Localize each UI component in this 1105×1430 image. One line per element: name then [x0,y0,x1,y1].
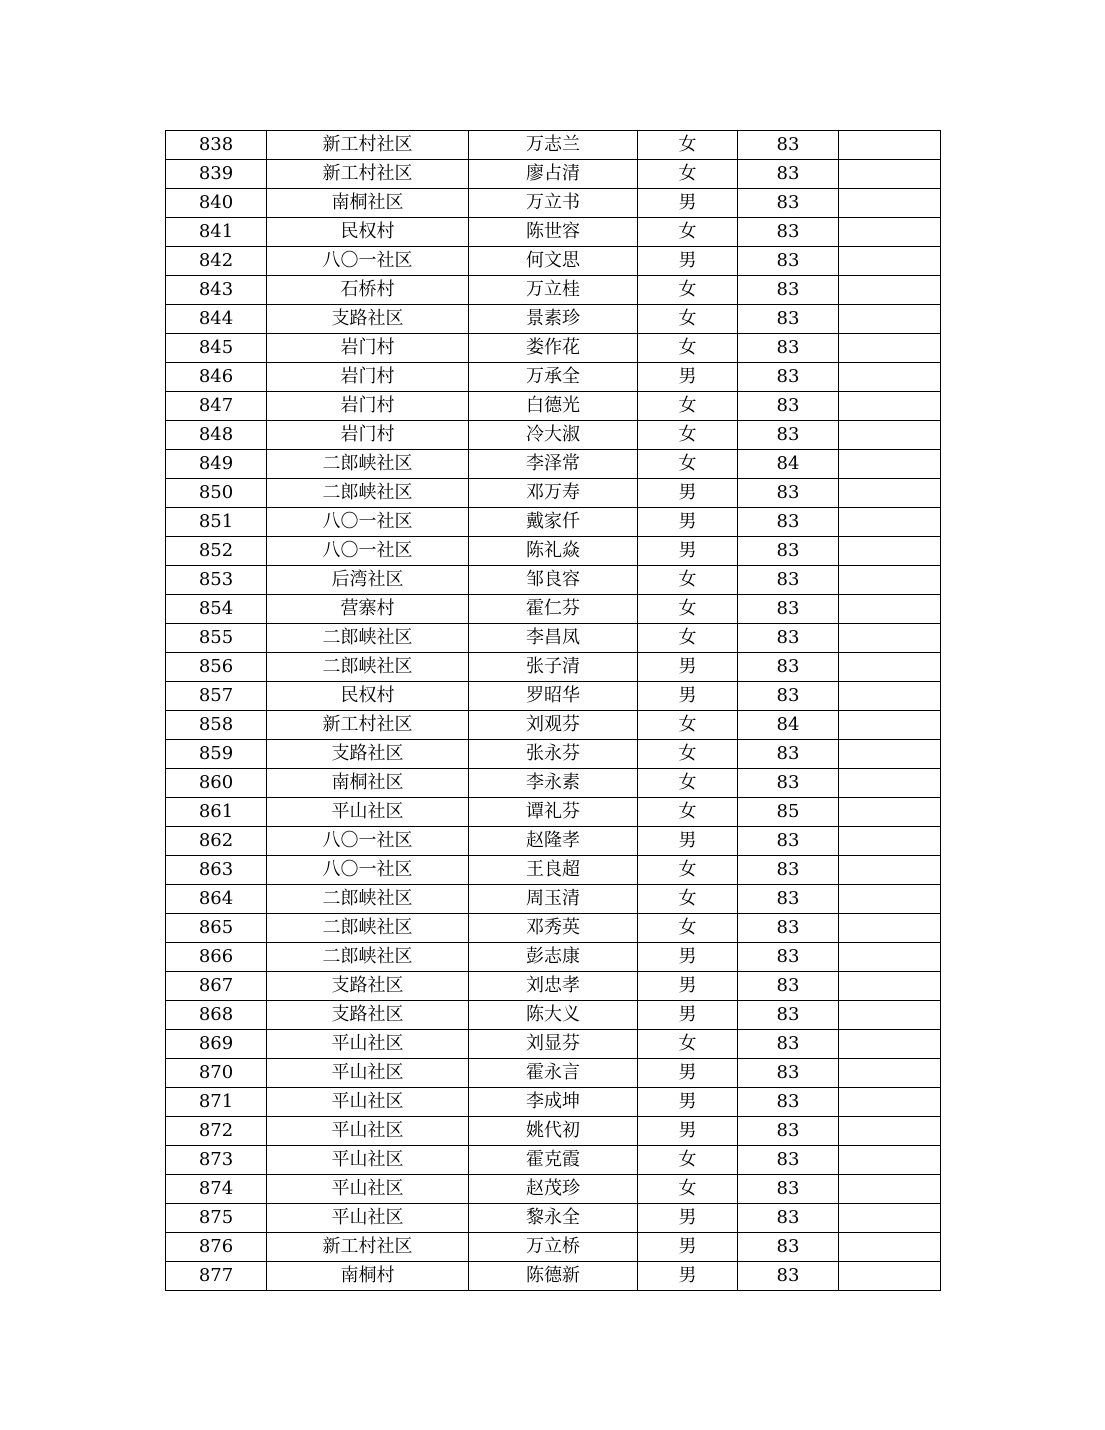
remarks-cell [839,479,941,508]
remarks-cell [839,885,941,914]
gender-cell: 女 [638,450,738,479]
gender-cell: 女 [638,1030,738,1059]
community-cell: 二郎峡社区 [267,914,469,943]
person-name-cell: 李永素 [469,769,638,798]
roster-table [165,130,941,1291]
gender-cell: 女 [638,131,738,160]
community-cell: 石桥村 [267,276,469,305]
age-cell: 83 [738,334,839,363]
person-name-cell: 张子清 [469,653,638,682]
table-row [166,276,941,305]
person-name-cell: 刘显芬 [469,1030,638,1059]
gender-cell: 女 [638,740,738,769]
serial-number-cell: 852 [166,537,267,566]
person-name-cell: 陈大义 [469,1001,638,1030]
age-cell: 83 [738,276,839,305]
serial-number-cell: 870 [166,1059,267,1088]
serial-number-cell: 875 [166,1204,267,1233]
community-cell: 民权村 [267,218,469,247]
person-name-cell: 万承全 [469,363,638,392]
serial-number-cell: 868 [166,1001,267,1030]
gender-cell: 男 [638,972,738,1001]
serial-number-cell: 858 [166,711,267,740]
age-cell: 83 [738,1030,839,1059]
serial-number-cell: 839 [166,160,267,189]
age-cell: 83 [738,914,839,943]
age-cell: 83 [738,972,839,1001]
person-name-cell: 李昌凤 [469,624,638,653]
remarks-cell [839,305,941,334]
gender-cell: 女 [638,856,738,885]
remarks-cell [839,653,941,682]
community-cell: 新工村社区 [267,711,469,740]
age-cell: 83 [738,160,839,189]
community-cell: 八〇一社区 [267,247,469,276]
remarks-cell [839,1059,941,1088]
person-name-cell: 戴家仟 [469,508,638,537]
person-name-cell: 陈德新 [469,1262,638,1291]
age-cell: 83 [738,827,839,856]
person-name-cell: 廖占清 [469,160,638,189]
table-row [166,595,941,624]
table-row [166,740,941,769]
serial-number-cell: 848 [166,421,267,450]
community-cell: 支路社区 [267,305,469,334]
serial-number-cell: 872 [166,1117,267,1146]
community-cell: 南桐社区 [267,189,469,218]
age-cell: 83 [738,595,839,624]
person-name-cell: 景素珍 [469,305,638,334]
age-cell: 83 [738,392,839,421]
gender-cell: 女 [638,711,738,740]
table-row [166,160,941,189]
remarks-cell [839,1262,941,1291]
community-cell: 八〇一社区 [267,537,469,566]
gender-cell: 女 [638,595,738,624]
serial-number-cell: 850 [166,479,267,508]
person-name-cell: 刘观芬 [469,711,638,740]
gender-cell: 男 [638,1117,738,1146]
gender-cell: 男 [638,537,738,566]
remarks-cell [839,566,941,595]
community-cell: 营寨村 [267,595,469,624]
gender-cell: 男 [638,827,738,856]
serial-number-cell: 843 [166,276,267,305]
remarks-cell [839,798,941,827]
person-name-cell: 邹良容 [469,566,638,595]
remarks-cell [839,1030,941,1059]
remarks-cell [839,276,941,305]
remarks-cell [839,682,941,711]
community-cell: 支路社区 [267,972,469,1001]
age-cell: 83 [738,566,839,595]
community-cell: 二郎峡社区 [267,885,469,914]
table-row [166,798,941,827]
remarks-cell [839,769,941,798]
gender-cell: 男 [638,479,738,508]
serial-number-cell: 856 [166,653,267,682]
age-cell: 83 [738,1117,839,1146]
person-name-cell: 邓秀英 [469,914,638,943]
remarks-cell [839,711,941,740]
age-cell: 83 [738,1146,839,1175]
gender-cell: 男 [638,189,738,218]
table-row [166,1262,941,1291]
serial-number-cell: 845 [166,334,267,363]
remarks-cell [839,334,941,363]
age-cell: 83 [738,508,839,537]
serial-number-cell: 865 [166,914,267,943]
community-cell: 二郎峡社区 [267,624,469,653]
community-cell: 支路社区 [267,1001,469,1030]
table-row [166,1117,941,1146]
serial-number-cell: 877 [166,1262,267,1291]
gender-cell: 男 [638,653,738,682]
serial-number-cell: 838 [166,131,267,160]
person-name-cell: 李成坤 [469,1088,638,1117]
remarks-cell [839,1204,941,1233]
table-row [166,827,941,856]
table-row [166,247,941,276]
age-cell: 83 [738,1001,839,1030]
table-row [166,1175,941,1204]
gender-cell: 男 [638,1088,738,1117]
community-cell: 新工村社区 [267,131,469,160]
age-cell: 83 [738,1175,839,1204]
gender-cell: 男 [638,682,738,711]
remarks-cell [839,1146,941,1175]
community-cell: 二郎峡社区 [267,943,469,972]
age-cell: 83 [738,943,839,972]
person-name-cell: 娄作花 [469,334,638,363]
community-cell: 岩门村 [267,363,469,392]
serial-number-cell: 842 [166,247,267,276]
community-cell: 八〇一社区 [267,827,469,856]
person-name-cell: 罗昭华 [469,682,638,711]
serial-number-cell: 859 [166,740,267,769]
gender-cell: 女 [638,305,738,334]
age-cell: 83 [738,769,839,798]
serial-number-cell: 873 [166,1146,267,1175]
table-row [166,1059,941,1088]
remarks-cell [839,189,941,218]
person-name-cell: 周玉清 [469,885,638,914]
community-cell: 平山社区 [267,1175,469,1204]
table-row [166,305,941,334]
remarks-cell [839,972,941,1001]
remarks-cell [839,450,941,479]
table-row [166,537,941,566]
table-row [166,334,941,363]
serial-number-cell: 844 [166,305,267,334]
person-name-cell: 彭志康 [469,943,638,972]
person-name-cell: 冷大淑 [469,421,638,450]
community-cell: 支路社区 [267,740,469,769]
community-cell: 平山社区 [267,1088,469,1117]
table-row [166,914,941,943]
age-cell: 84 [738,711,839,740]
serial-number-cell: 864 [166,885,267,914]
gender-cell: 女 [638,885,738,914]
remarks-cell [839,421,941,450]
table-row [166,421,941,450]
person-name-cell: 霍克霞 [469,1146,638,1175]
table-row [166,363,941,392]
person-name-cell: 赵隆孝 [469,827,638,856]
remarks-cell [839,537,941,566]
remarks-cell [839,247,941,276]
remarks-cell [839,740,941,769]
person-name-cell: 霍仁芬 [469,595,638,624]
serial-number-cell: 851 [166,508,267,537]
gender-cell: 女 [638,1146,738,1175]
person-name-cell: 万志兰 [469,131,638,160]
age-cell: 83 [738,1262,839,1291]
age-cell: 83 [738,1088,839,1117]
table-row [166,943,941,972]
gender-cell: 女 [638,1175,738,1204]
serial-number-cell: 862 [166,827,267,856]
table-row [166,769,941,798]
table-row [166,972,941,1001]
remarks-cell [839,392,941,421]
age-cell: 83 [738,885,839,914]
remarks-cell [839,914,941,943]
age-cell: 83 [738,1059,839,1088]
remarks-cell [839,595,941,624]
person-name-cell: 张永芬 [469,740,638,769]
person-name-cell: 万立桂 [469,276,638,305]
gender-cell: 女 [638,566,738,595]
community-cell: 二郎峡社区 [267,653,469,682]
gender-cell: 女 [638,914,738,943]
table-row [166,450,941,479]
serial-number-cell: 869 [166,1030,267,1059]
age-cell: 83 [738,856,839,885]
age-cell: 83 [738,653,839,682]
age-cell: 83 [738,363,839,392]
table-row [166,682,941,711]
community-cell: 平山社区 [267,1117,469,1146]
table-row [166,1088,941,1117]
table-row [166,131,941,160]
person-name-cell: 陈世容 [469,218,638,247]
remarks-cell [839,363,941,392]
gender-cell: 男 [638,508,738,537]
remarks-cell [839,624,941,653]
serial-number-cell: 854 [166,595,267,624]
remarks-cell [839,160,941,189]
age-cell: 83 [738,682,839,711]
table-row [166,856,941,885]
person-name-cell: 姚代初 [469,1117,638,1146]
gender-cell: 男 [638,1059,738,1088]
age-cell: 83 [738,740,839,769]
community-cell: 平山社区 [267,1146,469,1175]
table-row [166,1233,941,1262]
age-cell: 85 [738,798,839,827]
community-cell: 岩门村 [267,421,469,450]
person-name-cell: 李泽常 [469,450,638,479]
table-row [166,711,941,740]
table-row [166,624,941,653]
remarks-cell [839,1001,941,1030]
person-name-cell: 黎永全 [469,1204,638,1233]
community-cell: 南桐社区 [267,769,469,798]
gender-cell: 女 [638,392,738,421]
person-name-cell: 邓万寿 [469,479,638,508]
age-cell: 84 [738,450,839,479]
age-cell: 83 [738,305,839,334]
serial-number-cell: 855 [166,624,267,653]
gender-cell: 男 [638,943,738,972]
serial-number-cell: 871 [166,1088,267,1117]
remarks-cell [839,856,941,885]
community-cell: 二郎峡社区 [267,479,469,508]
table-row [166,479,941,508]
serial-number-cell: 841 [166,218,267,247]
gender-cell: 女 [638,218,738,247]
serial-number-cell: 863 [166,856,267,885]
age-cell: 83 [738,218,839,247]
serial-number-cell: 846 [166,363,267,392]
gender-cell: 女 [638,334,738,363]
remarks-cell [839,1088,941,1117]
gender-cell: 女 [638,160,738,189]
serial-number-cell: 849 [166,450,267,479]
table-row [166,218,941,247]
gender-cell: 男 [638,247,738,276]
person-name-cell: 谭礼芬 [469,798,638,827]
roster-body [166,131,941,1291]
age-cell: 83 [738,537,839,566]
remarks-cell [839,218,941,247]
table-row [166,392,941,421]
community-cell: 平山社区 [267,798,469,827]
age-cell: 83 [738,1204,839,1233]
age-cell: 83 [738,131,839,160]
age-cell: 83 [738,1233,839,1262]
person-name-cell: 王良超 [469,856,638,885]
age-cell: 83 [738,421,839,450]
community-cell: 岩门村 [267,392,469,421]
serial-number-cell: 876 [166,1233,267,1262]
table-row [166,566,941,595]
gender-cell: 男 [638,1262,738,1291]
gender-cell: 女 [638,769,738,798]
community-cell: 岩门村 [267,334,469,363]
person-name-cell: 白德光 [469,392,638,421]
table-row [166,508,941,537]
community-cell: 新工村社区 [267,160,469,189]
community-cell: 八〇一社区 [267,508,469,537]
person-name-cell: 刘忠孝 [469,972,638,1001]
person-name-cell: 万立书 [469,189,638,218]
age-cell: 83 [738,247,839,276]
person-name-cell: 何文思 [469,247,638,276]
person-name-cell: 霍永言 [469,1059,638,1088]
age-cell: 83 [738,479,839,508]
remarks-cell [839,1233,941,1262]
serial-number-cell: 867 [166,972,267,1001]
serial-number-cell: 866 [166,943,267,972]
community-cell: 八〇一社区 [267,856,469,885]
gender-cell: 男 [638,1204,738,1233]
remarks-cell [839,943,941,972]
remarks-cell [839,508,941,537]
table-row [166,1204,941,1233]
table-row [166,1146,941,1175]
serial-number-cell: 840 [166,189,267,218]
table-row [166,653,941,682]
remarks-cell [839,1117,941,1146]
person-name-cell: 万立桥 [469,1233,638,1262]
community-cell: 平山社区 [267,1059,469,1088]
remarks-cell [839,827,941,856]
remarks-cell [839,131,941,160]
age-cell: 83 [738,189,839,218]
gender-cell: 男 [638,1233,738,1262]
age-cell: 83 [738,624,839,653]
gender-cell: 女 [638,624,738,653]
gender-cell: 男 [638,363,738,392]
serial-number-cell: 847 [166,392,267,421]
community-cell: 后湾社区 [267,566,469,595]
serial-number-cell: 857 [166,682,267,711]
community-cell: 二郎峡社区 [267,450,469,479]
remarks-cell [839,1175,941,1204]
community-cell: 平山社区 [267,1030,469,1059]
serial-number-cell: 861 [166,798,267,827]
community-cell: 平山社区 [267,1204,469,1233]
serial-number-cell: 853 [166,566,267,595]
serial-number-cell: 874 [166,1175,267,1204]
table-row [166,1001,941,1030]
gender-cell: 女 [638,421,738,450]
community-cell: 民权村 [267,682,469,711]
table-row [166,885,941,914]
serial-number-cell: 860 [166,769,267,798]
community-cell: 南桐村 [267,1262,469,1291]
table-row [166,189,941,218]
person-name-cell: 赵茂珍 [469,1175,638,1204]
gender-cell: 女 [638,798,738,827]
community-cell: 新工村社区 [267,1233,469,1262]
gender-cell: 女 [638,276,738,305]
table-row [166,1030,941,1059]
gender-cell: 男 [638,1001,738,1030]
person-name-cell: 陈礼焱 [469,537,638,566]
